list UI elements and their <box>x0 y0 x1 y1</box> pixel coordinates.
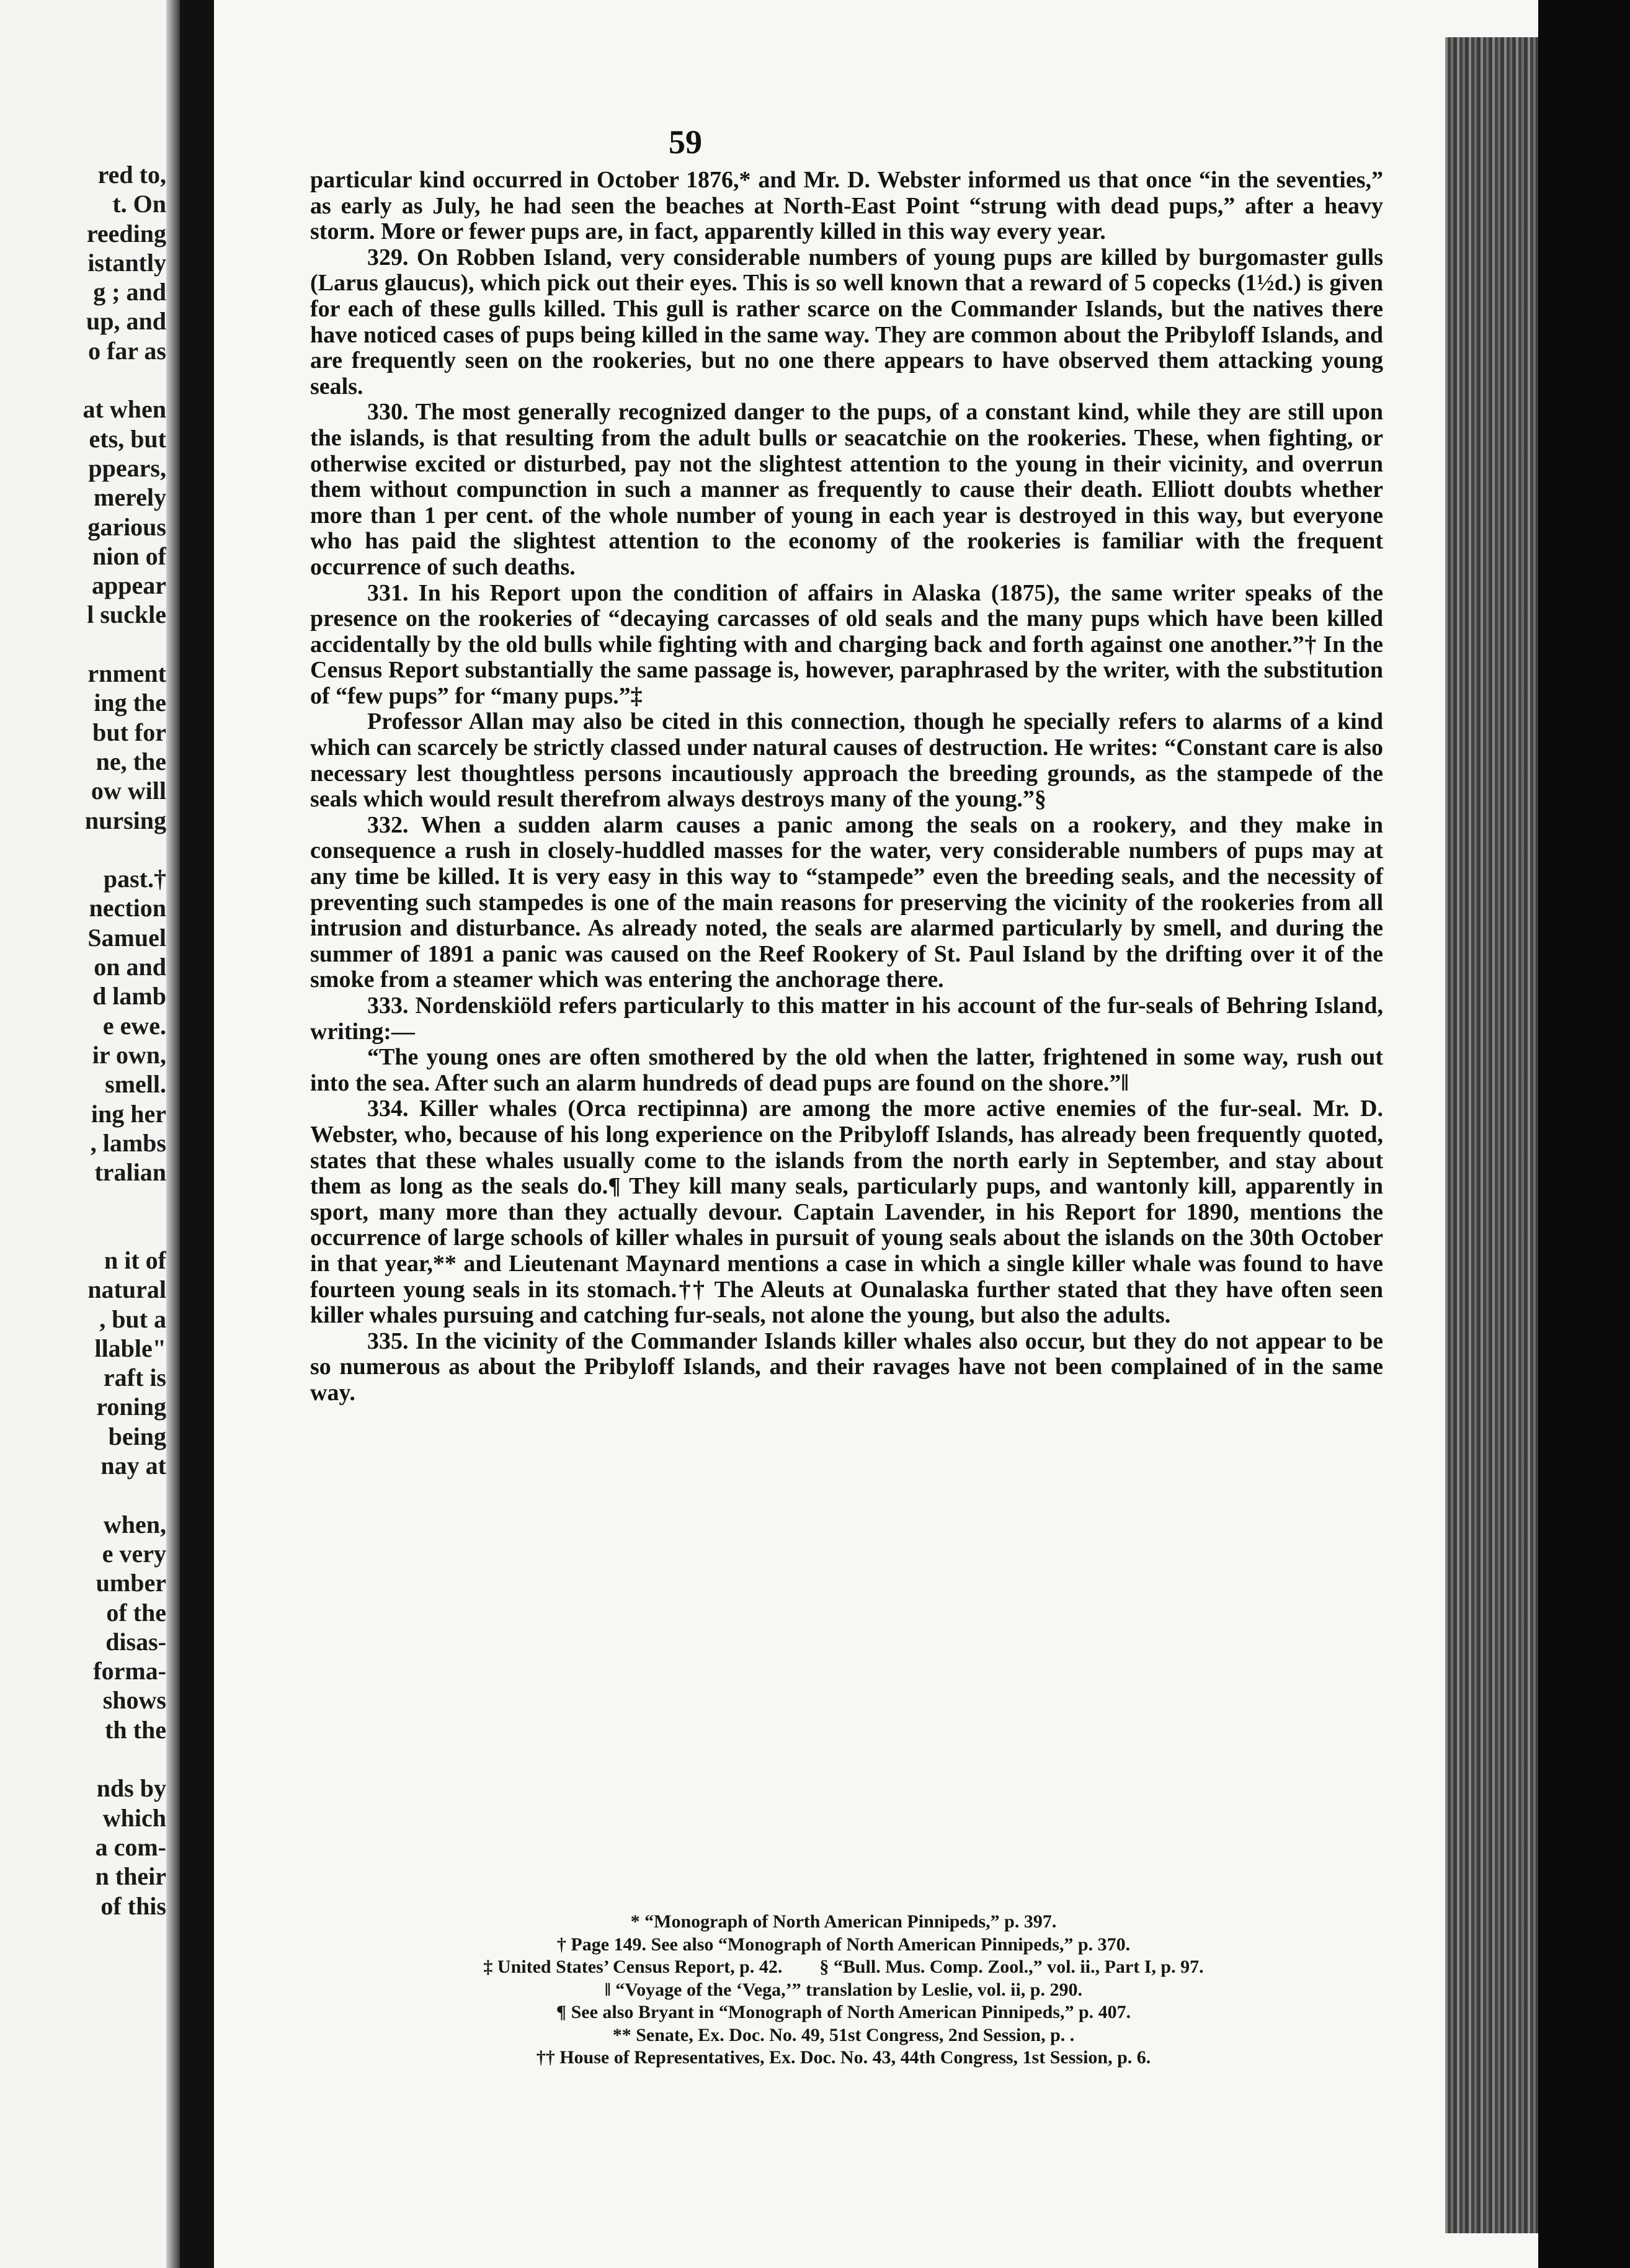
previous-page-line: which <box>102 1803 166 1832</box>
previous-page-line: garious <box>87 512 166 541</box>
previous-page-line: nion of <box>92 542 166 570</box>
previous-page-line: , lambs <box>90 1128 166 1157</box>
footnote-pair <box>335 1956 1352 1979</box>
previous-page-line: ing the <box>94 689 166 717</box>
footnote-section: § “Bull. Mus. Comp. Zool.,” vol. ii., Part I, p. 97. <box>819 1957 1204 1977</box>
previous-page-line: when, <box>103 1510 166 1538</box>
paragraph-335: 335. In the vicinity of the Commander Islands killer whales also occur, but they do not appear to be so numerous as about the Pribyloff Islands, and their ravages have not been complained of in the same way. <box>310 1328 1383 1406</box>
previous-page-line: e ewe. <box>102 1011 166 1040</box>
previous-page-line: Samuel <box>87 923 166 952</box>
previous-page-line: t. On <box>112 190 166 218</box>
paragraph-330: 330. The most generally recognized danger to the pups, of a constant kind, while they are still upon the islands, is that resulting from the adult bulls or seacatchie on the rookeries. These, when fighting, or otherwise excited or disturbed, pay not the slightest attention to the young in their vicinity, and overrun them without compunction in such a manner as frequently to cause their death. Elliott doubts whether more than 1 per cent. of the whole number of young in each year is destroyed in this way, but everyone who has paid the slightest attention to the economy of the rookeries is familiar with the frequent occurrence of such deaths. <box>310 399 1383 580</box>
previous-page-line: nds by <box>96 1774 166 1803</box>
previous-page-line <box>0 1744 166 1774</box>
previous-page-line: llable" <box>94 1334 166 1362</box>
previous-page-line: appear <box>92 571 166 600</box>
previous-page-line: smell. <box>105 1070 166 1099</box>
previous-page-line: being <box>108 1422 166 1450</box>
paragraph-333: 333. Nordenskiöld refers particularly to this matter in his account of the fur-seals of Behring Island, writing:— <box>310 993 1383 1045</box>
footnote-double-dagger: †† House of Representatives, Ex. Doc. No. 43, 44th Congress, 1st Session, p. 6. <box>536 2047 1151 2068</box>
previous-page-line: rnment <box>87 659 166 688</box>
previous-page-line: up, and <box>86 307 166 336</box>
previous-page-line: natural <box>87 1275 166 1304</box>
previous-page-line: red to, <box>97 161 166 189</box>
previous-page-line: at when <box>82 395 166 424</box>
previous-page-line <box>0 1187 166 1216</box>
body-text <box>310 167 1383 1406</box>
previous-page-line: shows <box>102 1686 166 1715</box>
previous-page-line: forma- <box>93 1657 166 1685</box>
previous-page-line: roning <box>96 1393 166 1421</box>
page-number: 59 <box>669 123 702 161</box>
previous-page-line: ne, the <box>96 747 166 775</box>
previous-page-line: nay at <box>100 1452 166 1480</box>
previous-page-line <box>0 630 166 659</box>
footnote-double-star: ** Senate, Ex. Doc. No. 49, 51st Congress, 2nd Session, p. . <box>612 2024 1075 2045</box>
previous-page-line: but for <box>92 718 166 746</box>
previous-page-line: ppears, <box>88 453 166 482</box>
previous-page-line: nursing <box>84 806 166 834</box>
previous-page-line: disas- <box>105 1627 166 1656</box>
previous-page-line: ir own, <box>92 1040 166 1069</box>
book-gutter <box>166 0 180 2268</box>
previous-page-line: th the <box>105 1715 166 1744</box>
footnote-dagger: † Page 149. See also “Monograph of North American Pinnipeds,” p. 370. <box>556 1934 1131 1955</box>
quotation-nordenskiold: “The young ones are often smothered by the old when the latter, frightened in some way, rush out into the sea. After such an alarm hundreds of dead pups are found on the shore.”‖ <box>310 1044 1383 1096</box>
footnote-double-dagger-mark: ‡ United States’ Census Report, p. 42. <box>483 1957 783 1977</box>
previous-page-line: e very <box>102 1539 166 1568</box>
previous-page-line: ow will <box>91 777 166 805</box>
previous-page-line <box>0 365 166 395</box>
previous-page-line: ing her <box>91 1099 166 1128</box>
scan-background <box>1538 0 1630 2268</box>
paragraph-328-continued: particular kind occurred in October 1876,* and Mr. D. Webster informed us that once “in the seventies,” as early as July, he had seen the beaches at North-East Point “strung with dead pups,” after a heavy storm. More or fewer pups are, in fact, apparently killed in this way every year. <box>310 167 1383 245</box>
footnote-star: * “Monograph of North American Pinnipeds,” p. 397. <box>630 1911 1057 1932</box>
paragraph-332: 332. When a sudden alarm causes a panic among the seals on a rookery, and they make in consequence a rush in closely-huddled masses for the water, very considerable numbers of pups may at any time be killed. It is very easy in this way to “stampede” even the breeding seals, and the necessity of preventing such stampedes is one of the main reasons for preserving the vicinity of the rookeries from all intrusion and disturbance. As already noted, the seals are alarmed particularly by smell, and during the summer of 1891 a panic was caused on the Reef Rookery of St. Paul Island by the drifting over it of the smoke from a steamer which was entering the anchorage there. <box>310 811 1383 993</box>
page-gap <box>180 0 214 2268</box>
previous-page-line: a com- <box>95 1833 166 1861</box>
previous-page-line: of the <box>106 1598 166 1627</box>
previous-page-line: l suckle <box>87 600 166 629</box>
previous-page-line: o far as <box>88 336 166 365</box>
previous-page-line <box>0 1480 166 1509</box>
paragraph-331: 331. In his Report upon the condition of affairs in Alaska (1875), the same writer speaks of the presence on the rookeries of “decaying carcasses of old seals and the many pups which have been killed accidentally by the old bulls while fighting with and charging back and forth against one another.”† In the Census Report substantially the same passage is, however, paraphrased by the writer, with the substitution of “few pups” for “many pups.”‡ <box>310 579 1383 709</box>
previous-page-line: past.† <box>103 865 166 893</box>
footnote-pilcrow: ¶ See also Bryant in “Monograph of North American Pinnipeds,” p. 407. <box>556 2002 1131 2022</box>
previous-page-line: istantly <box>87 248 166 277</box>
paragraph-329: 329. On Robben Island, very considerable numbers of young pups are killed by burgomaster gulls (Larus glaucus), which pick out their eyes. This is so well known that a reward of 5 copecks (1½d.) is given for each of these gulls killed. This gull is rather scarce on the Commander Islands, but the natives there have noticed cases of pups being killed in the same way. They are common about the Pribyloff Islands, and are frequently seen on the rookeries, but no one there appears to have observed them attacking young seals. <box>310 244 1383 400</box>
previous-page-lines <box>0 160 166 1921</box>
footnotes <box>335 1911 1352 2069</box>
previous-page-line: reeding <box>86 219 166 248</box>
previous-page-line: merely <box>94 483 166 512</box>
previous-page-line: ets, but <box>89 424 166 453</box>
previous-page-line: on and <box>94 953 166 981</box>
previous-page-line: d lamb <box>92 982 166 1011</box>
paragraph-334: 334. Killer whales (Orca rectipinna) are among the more active enemies of the fur-seal. Mr. D. Webster, who, because of his long experience on the Pribyloff Islands, has already been frequently quoted, states that these whales usually come to the islands from the north early in September, and stay about them as long as the seals do.¶ They kill many seals, particularly pups, and wantonly kill, apparently in sport, many more than they actually devour. Captain Lavender, in his Report for 1890, mentions the occurrence of large schools of killer whales in pursuit of young seals about the islands on the 30th October in that year,** and Lieutenant Maynard mentions a case in which a single killer whale was found to have fourteen young seals in its stomach.†† The Aleuts at Ounalaska further stated that they have often seen killer whales pursuing and catching fur-seals, not alone the young, but also the adults. <box>310 1096 1383 1329</box>
paragraph-allan: Professor Allan may also be cited in this connection, though he specially refers to alarms of a kind which can scarcely be strictly classed under natural causes of destruction. He writes: “Constant care is also necessary lest thoughtless persons incautiously approach the breeding grounds, as the stampede of the seals which would result therefrom always destroys many of the young.”§ <box>310 708 1383 813</box>
previous-page-line: of this <box>100 1891 166 1920</box>
footnote-parallel: ‖ “Voyage of the ‘Vega,’” translation by Leslie, vol. ii, p. 290. <box>604 1979 1082 2000</box>
previous-page-line <box>0 835 166 864</box>
previous-page-line: n it of <box>104 1246 166 1274</box>
previous-page-line: n their <box>95 1862 166 1891</box>
previous-page-line: g ; and <box>93 278 166 306</box>
page-edges <box>1445 37 1538 2233</box>
previous-page-line: umber <box>96 1569 166 1597</box>
previous-page-line: , but a <box>99 1305 166 1333</box>
previous-page-fragment <box>0 0 180 2268</box>
previous-page-line: nection <box>89 894 166 922</box>
previous-page-line <box>0 1217 166 1246</box>
previous-page-line: raft is <box>103 1364 166 1392</box>
previous-page-line: tralian <box>94 1158 166 1187</box>
